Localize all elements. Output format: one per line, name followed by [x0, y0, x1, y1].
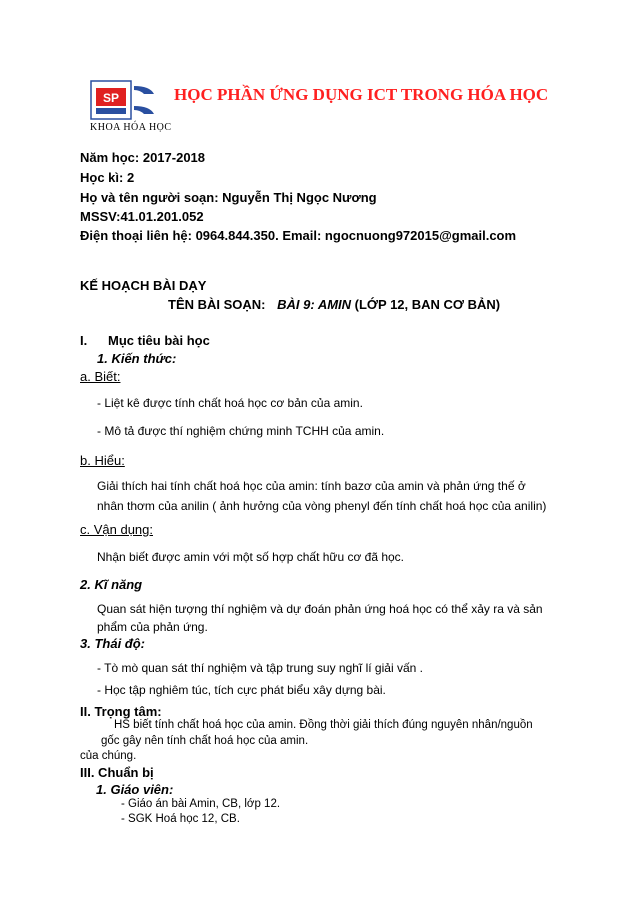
label-know: a. Biết:: [80, 369, 121, 384]
university-logo: [90, 80, 156, 120]
teacher-item-2: - SGK Hoá học 12, CB.: [121, 813, 240, 825]
section-1-number: I.: [80, 333, 88, 348]
course-title: HỌC PHẦN ỨNG DỤNG ICT TRONG HÓA HỌC: [174, 85, 549, 104]
skills-line-1: Quan sát hiện tượng thí nghiệm và dự đoán phản ứng hoá học có thể xảy ra và sản: [97, 602, 543, 616]
label-apply: c. Vận dụng:: [80, 522, 153, 537]
attitude-item-2: - Học tập nghiêm túc, tích cực phát biểu xây dựng bài.: [97, 683, 386, 697]
subsection-knowledge: 1. Kiến thức:: [97, 351, 177, 366]
plan-heading: KẾ HOẠCH BÀI DẠY: [80, 278, 207, 293]
subsection-attitude: 3. Thái độ:: [80, 636, 145, 651]
focus-line-3: của chúng.: [80, 750, 137, 762]
author: Họ và tên người soạn: Nguyễn Thị Ngọc Nương: [80, 190, 377, 205]
student-id: MSSV:41.01.201.052: [80, 209, 204, 224]
lesson-name: BÀI 9: AMIN: [277, 297, 352, 312]
skills-line-2: phẩm của phản ứng.: [97, 620, 208, 634]
lesson-title: [168, 297, 500, 312]
school-year: Năm học: 2017-2018: [80, 150, 206, 165]
section-2-title: II. Trọng tâm:: [80, 704, 162, 719]
focus-line-2: gốc gây nên tính chất hoá học của amin.: [101, 735, 309, 747]
term: Học kì: 2: [80, 170, 135, 185]
understand-line-1: Giải thích hai tính chất hoá học của amin: tính bazơ của amin và phản ứng thế ở: [97, 479, 526, 493]
subsection-teacher: 1. Giáo viên:: [96, 782, 174, 797]
focus-line-1: HS biết tính chất hoá học của amin. Đồng thời giải thích đúng nguyên nhân/nguồn: [114, 719, 533, 731]
subsection-skills: 2. Kĩ năng: [80, 577, 143, 592]
attitude-item-1: - Tò mò quan sát thí nghiệm và tập trung suy nghĩ lí giải vấn .: [97, 661, 423, 675]
label-understand: b. Hiểu:: [80, 453, 125, 468]
lesson-suffix: (LỚP 12, BAN CƠ BẢN): [354, 297, 501, 312]
svg-text:SP: SP: [102, 91, 120, 105]
contact: Điện thoại liên hệ: 0964.844.350. Email: ngocnuong972015@gmail.com: [80, 228, 517, 243]
section-3-title: III. Chuẩn bị: [80, 765, 154, 780]
lesson-label: TÊN BÀI SOẠN:: [168, 297, 266, 312]
know-item-2: - Mô tả được thí nghiệm chứng minh TCHH của amin.: [97, 424, 385, 438]
apply-item: Nhận biết được amin với một số hợp chất hữu cơ đã học.: [97, 550, 405, 564]
know-item-1: - Liệt kê được tính chất hoá học cơ bản của amin.: [97, 396, 363, 410]
department-label: KHOA HÓA HỌC: [90, 122, 172, 133]
understand-line-2: nhân thơm của anilin ( ảnh hưởng của vòng phenyl đến tính chất hoá học của anilin): [97, 499, 547, 513]
section-1-title: Mục tiêu bài học: [108, 333, 210, 348]
teacher-item-1: - Giáo án bài Amin, CB, lớp 12.: [121, 798, 281, 810]
